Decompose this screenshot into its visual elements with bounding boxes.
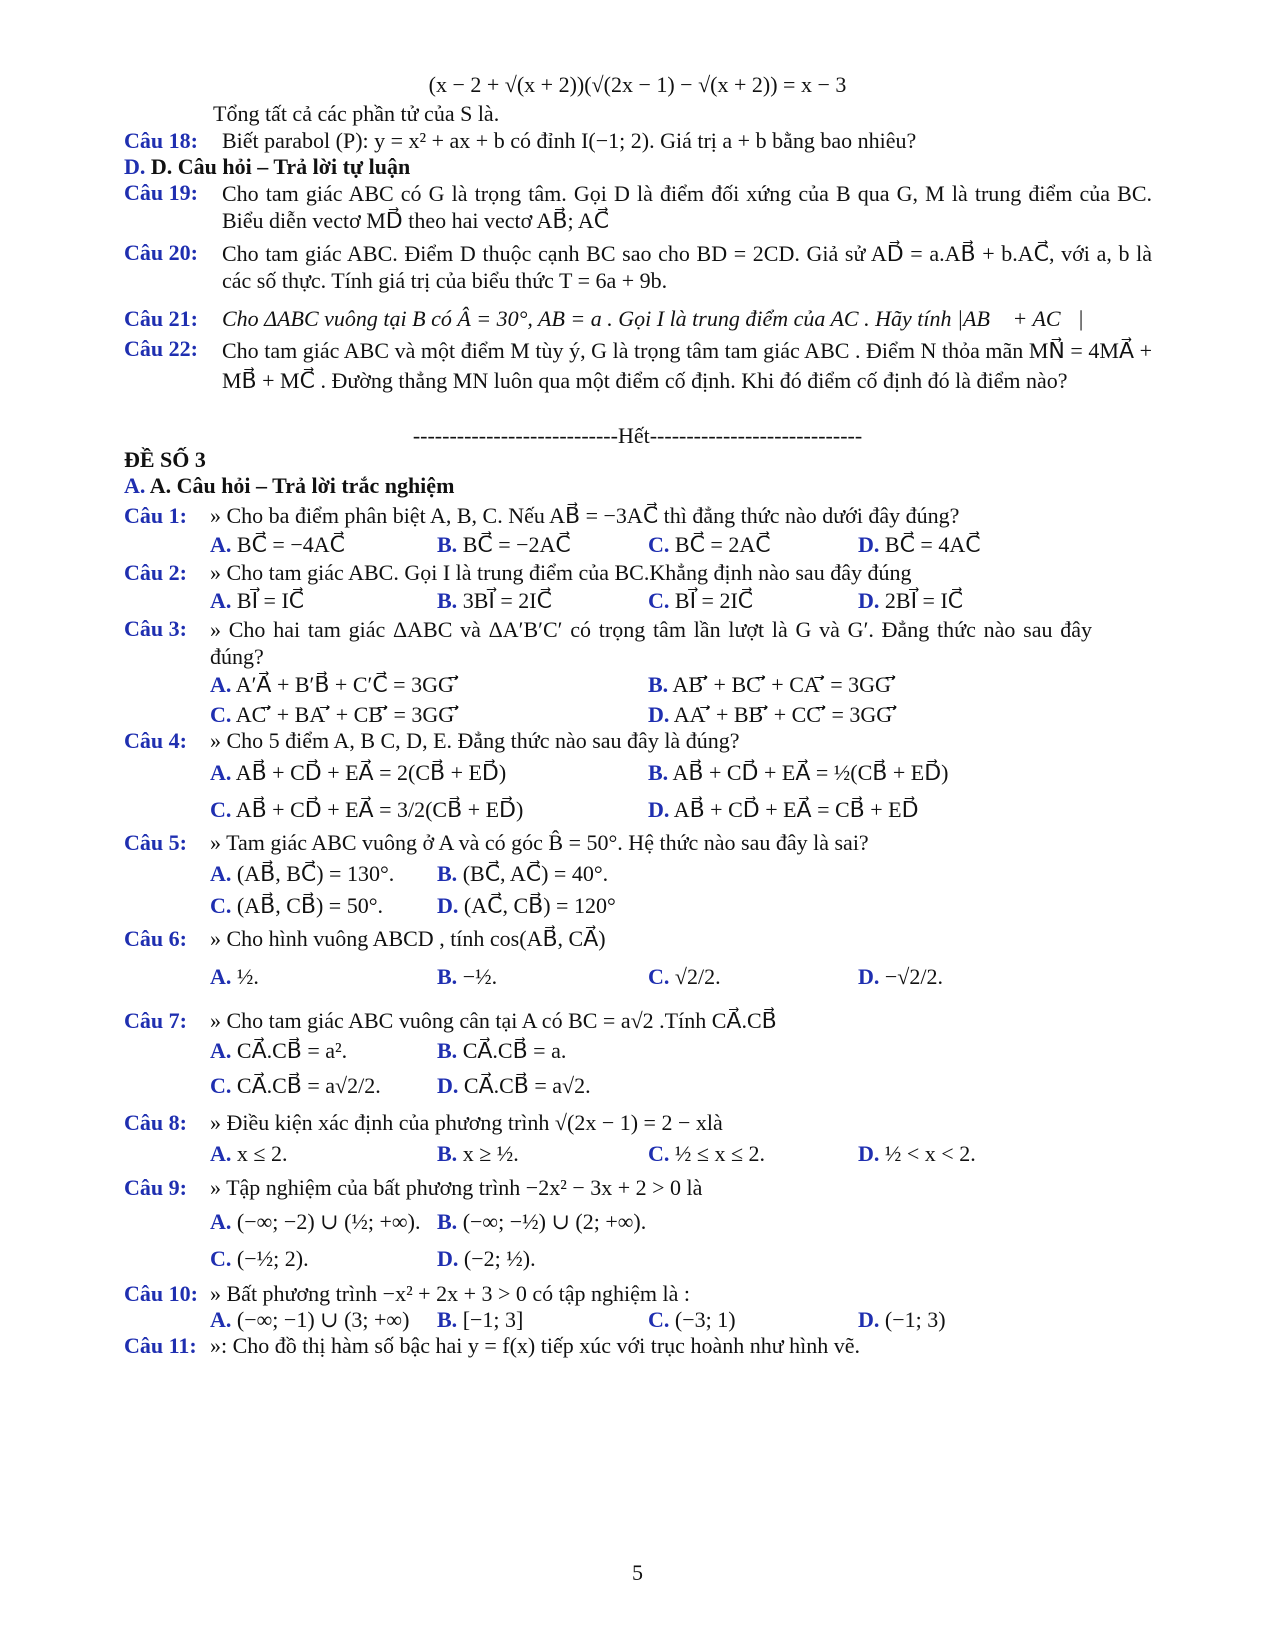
question-18-label: Câu 18:	[124, 128, 198, 153]
q7-option-b: B. CA⃗.CB⃗ = a.	[437, 1038, 567, 1063]
question-22-label: Câu 22:	[124, 336, 198, 361]
question-3-text: » Cho hai tam giác ΔABC và ΔA′B′C′ có trọng tâm lần lượt là G và G′. Đẳng thức nào sau đây đúng?	[210, 617, 1092, 669]
section-d-title: D. Câu hỏi – Trả lời tự luận	[150, 154, 411, 179]
q6-option-a: A. ½.	[210, 964, 259, 989]
question-11-label: Câu 11:	[124, 1333, 197, 1358]
question-7-text: » Cho tam giác ABC vuông cân tại A có BC = a√2 .Tính CA⃗.CB⃗	[210, 1008, 777, 1033]
q2-option-c: C. BI⃗ = 2IC⃗	[648, 588, 754, 613]
q4-option-a: A. AB⃗ + CD⃗ + EA⃗ = 2(CB⃗ + ED⃗)	[210, 760, 507, 785]
q10-option-a: A. (−∞; −1) ∪ (3; +∞)	[210, 1307, 410, 1332]
q9-option-a: A. (−∞; −2) ∪ (½; +∞).	[210, 1209, 421, 1234]
q4-option-d: D. AB⃗ + CD⃗ + EA⃗ = CB⃗ + ED⃗	[648, 797, 919, 822]
question-6-text: » Cho hình vuông ABCD , tính cos(AB⃗, CA⃗)	[210, 926, 606, 951]
q3-option-a: A. A′A⃗ + B′B⃗ + C′C⃗ = 3GG′⃗	[210, 672, 459, 697]
q1-option-d: D. BC⃗ = 4AC⃗	[858, 532, 981, 557]
q9-option-c: C. (−½; 2).	[210, 1246, 309, 1271]
question-3-label: Câu 3:	[124, 616, 187, 641]
q4-option-c: C. AB⃗ + CD⃗ + EA⃗ = 3/2(CB⃗ + ED⃗)	[210, 797, 524, 822]
question-1-text: » Cho ba điểm phân biệt A, B, C. Nếu AB⃗ = −3AC⃗ thì đẳng thức nào dưới đây đúng?	[210, 503, 960, 528]
question-11-text: »: Cho đồ thị hàm số bậc hai y = f(x) tiếp xúc với trục hoành như hình vẽ.	[210, 1333, 861, 1358]
question-2-text: » Cho tam giác ABC. Gọi I là trung điểm của BC.Khẳng định nào sau đây đúng	[210, 560, 912, 585]
q3-option-c: C. AC′⃗ + BA′⃗ + CB′⃗ = 3GG′⃗	[210, 702, 460, 727]
section-a-title: A. Câu hỏi – Trả lời trắc nghiệm	[149, 473, 455, 498]
question-5-text: » Tam giác ABC vuông ở A và có góc B̂ = 50°. Hệ thức nào sau đây là sai?	[210, 830, 869, 855]
q8-option-b: B. x ≥ ½.	[437, 1141, 519, 1166]
q7-option-a: A. CA⃗.CB⃗ = a².	[210, 1038, 348, 1063]
question-2-label: Câu 2:	[124, 560, 187, 585]
q8-option-d: D. ½ < x < 2.	[858, 1141, 976, 1166]
q6-option-d: D. −√2/2.	[858, 964, 943, 989]
question-8-text: » Điều kiện xác định của phương trình √(2x − 1) = 2 − xlà	[210, 1110, 723, 1135]
question-19-label: Câu 19:	[124, 180, 198, 205]
question-10-label: Câu 10:	[124, 1281, 198, 1306]
q1-option-b: B. BC⃗ = −2AC⃗	[437, 532, 571, 557]
q1-option-a: A. BC⃗ = −4AC⃗	[210, 532, 345, 557]
q8-option-c: C. ½ ≤ x ≤ 2.	[648, 1141, 766, 1166]
question-9-label: Câu 9:	[124, 1175, 187, 1200]
q10-option-d: D. (−1; 3)	[858, 1307, 946, 1332]
question-18-text: Biết parabol (P): y = x² + ax + b có đỉnh I(−1; 2). Giá trị a + b bằng bao nhiêu?	[222, 128, 917, 153]
section-a-heading: A. A. Câu hỏi – Trả lời trắc nghiệm	[124, 473, 455, 498]
question-1-label: Câu 1:	[124, 503, 187, 528]
q3-option-d: D. AA′⃗ + BB′⃗ + CC′⃗ = 3GG′⃗	[648, 702, 898, 727]
end-divider: ----------------------------Hết-----------------------------	[412, 423, 863, 448]
q1-option-c: C. BC⃗ = 2AC⃗	[648, 532, 771, 557]
page-number: 5	[632, 1560, 643, 1585]
question-19-text: Cho tam giác ABC có G là trọng tâm. Gọi D là điểm đối xứng của B qua G, M là trung điểm của BC. Biểu diễn vectơ MD⃗ theo hai vectơ AB⃗; AC⃗	[222, 181, 1152, 233]
q4-option-b: B. AB⃗ + CD⃗ + EA⃗ = ½(CB⃗ + ED⃗)	[648, 760, 949, 785]
section-d-heading: D. D. Câu hỏi – Trả lời tự luận	[124, 154, 411, 179]
q5-option-a: A. (AB⃗, BC⃗) = 130°.	[210, 861, 395, 886]
question-10-text: » Bất phương trình −x² + 2x + 3 > 0 có tập nghiệm là :	[210, 1281, 691, 1306]
sum-text: Tổng tất cả các phần tử của S là.	[213, 101, 500, 126]
question-21-label: Câu 21:	[124, 306, 198, 331]
question-4-text: » Cho 5 điểm A, B C, D, E. Đẳng thức nào sau đây là đúng?	[210, 728, 740, 753]
q7-option-c: C. CA⃗.CB⃗ = a√2/2.	[210, 1073, 381, 1098]
q10-option-c: C. (−3; 1)	[648, 1307, 736, 1332]
question-5-label: Câu 5:	[124, 830, 187, 855]
question-6-label: Câu 6:	[124, 926, 187, 951]
question-20-text: Cho tam giác ABC. Điểm D thuộc cạnh BC sao cho BD = 2CD. Giả sử AD⃗ = a.AB⃗ + b.AC⃗, với a, b là các số thực. Tính giá trị của biểu thức T = 6a + 9b.	[222, 241, 1152, 293]
question-4-label: Câu 4:	[124, 728, 187, 753]
q2-option-d: D. 2BI⃗ = IC⃗	[858, 588, 964, 613]
q9-option-b: B. (−∞; −½) ∪ (2; +∞).	[437, 1209, 647, 1234]
q9-option-d: D. (−2; ½).	[437, 1246, 536, 1271]
q5-option-c: C. (AB⃗, CB⃗) = 50°.	[210, 893, 383, 918]
q7-option-d: D. CA⃗.CB⃗ = a√2.	[437, 1073, 591, 1098]
question-8-label: Câu 8:	[124, 1110, 187, 1135]
q10-option-b: B. [−1; 3]	[437, 1307, 524, 1332]
q5-option-d: D. (AC⃗, CB⃗) = 120°	[437, 893, 616, 918]
question-9-text: » Tập nghiệm của bất phương trình −2x² − 3x + 2 > 0 là	[210, 1175, 703, 1200]
q6-option-c: C. √2/2.	[648, 964, 721, 989]
question-7-label: Câu 7:	[124, 1008, 187, 1033]
q2-option-b: B. 3BI⃗ = 2IC⃗	[437, 588, 552, 613]
q5-option-b: B. (BC⃗, AC⃗) = 40°.	[437, 861, 609, 886]
question-22-text: Cho tam giác ABC và một điểm M tùy ý, G là trọng tâm tam giác ABC . Điểm N thỏa mãn MN⃗ = 4MA⃗ + MB⃗ + MC⃗ . Đường thẳng MN luôn qua một điểm cố định. Khi đó điểm cố định đó là điểm nào?	[222, 338, 1152, 393]
de-so-3-heading: ĐỀ SỐ 3	[124, 447, 206, 472]
q8-option-a: A. x ≤ 2.	[210, 1141, 288, 1166]
equation-line: (x − 2 + √(x + 2))(√(2x − 1) − √(x + 2)) = x − 3	[428, 72, 847, 97]
q2-option-a: A. BI⃗ = IC⃗	[210, 588, 305, 613]
question-20-label: Câu 20:	[124, 240, 198, 265]
q6-option-b: B. −½.	[437, 964, 498, 989]
q3-option-b: B. AB′⃗ + BC′⃗ + CA′⃗ = 3GG′⃗	[648, 672, 896, 697]
question-21-text: Cho ΔABC vuông tại B có Â = 30°, AB = a . Gọi I là trung điểm của AC . Hãy tính |AB⃗ + AC⃗|	[222, 306, 1084, 331]
